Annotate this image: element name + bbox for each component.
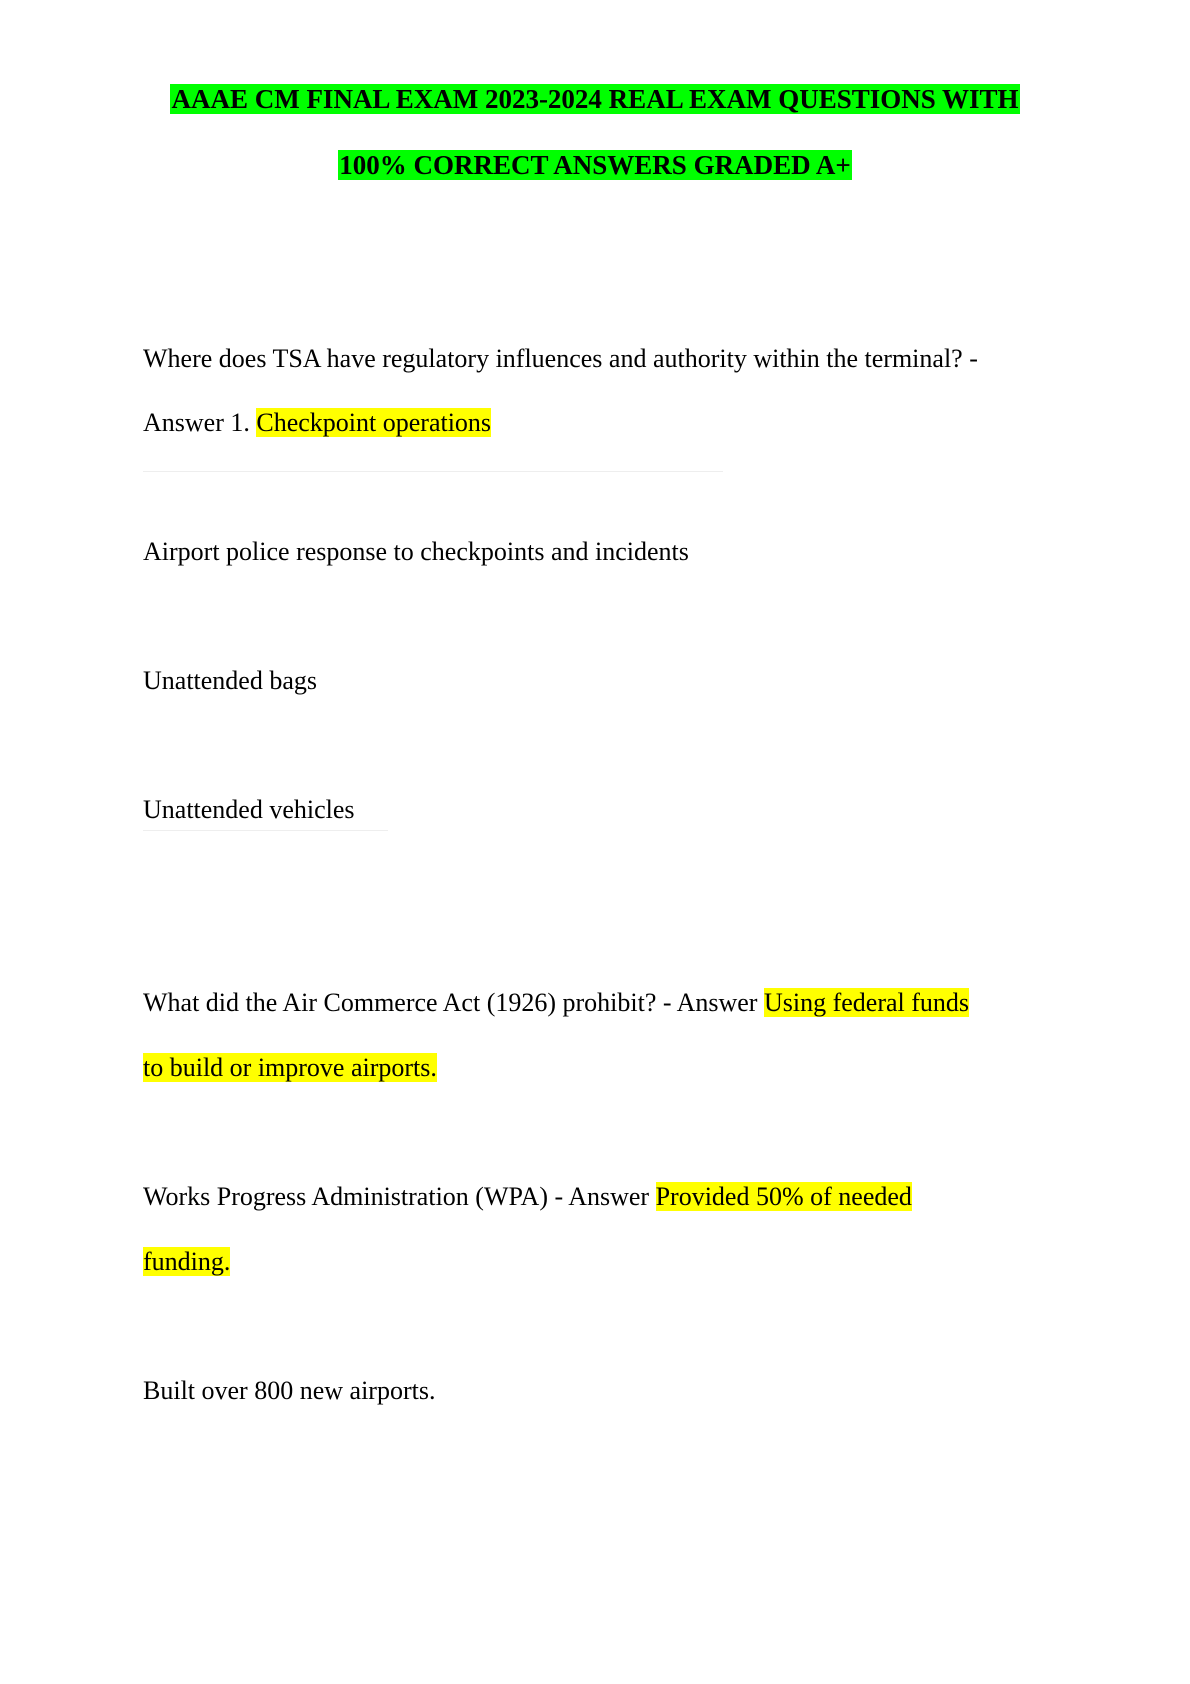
question-3-prompt: Works Progress Administration (WPA) - Answer [143,1182,656,1211]
answer-1-highlight: Checkpoint operations [256,408,492,437]
title-highlight-1: AAAE CM FINAL EXAM 2023-2024 REAL EXAM QUESTIONS WITH [171,84,1019,114]
question-2-prompt: What did the Air Commerce Act (1926) prohibit? - Answer [143,988,764,1017]
answer-1-item: Airport police response to checkpoints and incidents [143,537,689,566]
answer-1-item: Unattended vehicles [143,795,355,824]
answer-3-highlight-2: funding. [143,1247,231,1276]
question-2-answer-cont [143,1051,437,1085]
answer-1-item: Unattended bags [143,666,318,695]
faint-divider [143,471,723,472]
question-1-answer [143,406,491,440]
answer-3-highlight-1: Provided 50% of needed [655,1182,912,1211]
answer-3-extra: Built over 800 new airports. [143,1376,436,1405]
answer-2-highlight-1: Using federal funds [763,988,970,1017]
question-2-text [143,986,969,1020]
answer-2-highlight-2: to build or improve airports. [143,1053,437,1082]
question-1-text: Where does TSA have regulatory influences and authority within the terminal? - [143,344,978,373]
question-3-text [143,1180,912,1214]
answer-1-prefix: Answer 1. [143,408,257,437]
document-title-line-2 [0,148,1190,182]
title-highlight-2: 100% CORRECT ANSWERS GRADED A+ [339,150,851,180]
question-3-answer-cont [143,1245,230,1279]
document-title-line-1 [0,82,1190,116]
faint-divider [143,830,388,831]
